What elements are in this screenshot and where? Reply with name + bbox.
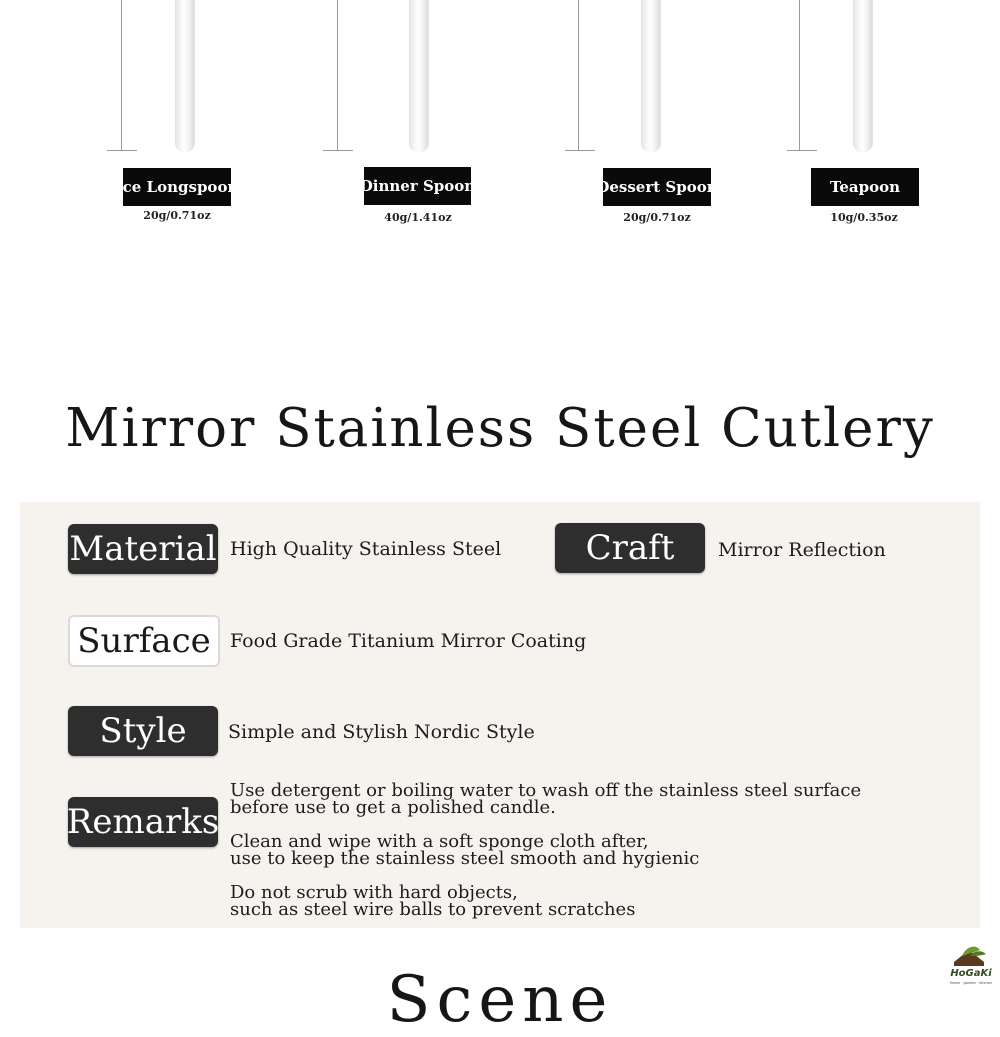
spoon-name-label: Dessert Spoon bbox=[603, 168, 711, 206]
section-heading-partial: Scene bbox=[386, 963, 614, 1037]
measure-ruler-base bbox=[107, 150, 137, 151]
measure-ruler-vertical bbox=[799, 0, 800, 150]
spoon-weight: 20g/0.71oz bbox=[623, 211, 691, 224]
craft-tag: Craft bbox=[555, 523, 705, 573]
spoon-handle-image bbox=[175, 0, 195, 152]
measure-ruler-vertical bbox=[578, 0, 579, 150]
spoon-name-label: Dinner Spoon bbox=[364, 167, 471, 205]
material-tag: Material bbox=[68, 524, 218, 574]
spec-panel bbox=[20, 502, 980, 928]
measure-ruler-vertical bbox=[337, 0, 338, 150]
measure-ruler-vertical bbox=[121, 0, 122, 150]
remarks-line: Clean and wipe with a soft sponge cloth after, bbox=[230, 831, 649, 852]
remarks-line: Do not scrub with hard objects, bbox=[230, 882, 518, 903]
remarks-tag: Remarks bbox=[68, 797, 218, 847]
material-value: High Quality Stainless Steel bbox=[230, 538, 502, 560]
page-title: Mirror Stainless Steel Cutlery bbox=[65, 398, 935, 459]
spoon-handle-image bbox=[853, 0, 873, 152]
spoon-name-label: Ice Longspoon bbox=[123, 168, 231, 206]
spoon-size-row bbox=[0, 0, 1000, 240]
measure-ruler-base bbox=[787, 150, 817, 151]
spoon-handle-image bbox=[409, 0, 429, 152]
measure-ruler-base bbox=[565, 150, 595, 151]
measure-ruler-base bbox=[323, 150, 353, 151]
remarks-line: before use to get a polished candle. bbox=[230, 797, 556, 818]
brand-tagline: Home · garden · kitchen bbox=[949, 981, 993, 985]
style-value: Simple and Stylish Nordic Style bbox=[228, 721, 535, 743]
remarks-line: such as steel wire balls to prevent scratches bbox=[230, 899, 636, 920]
remarks-text bbox=[230, 782, 861, 935]
surface-value: Food Grade Titanium Mirror Coating bbox=[230, 630, 587, 652]
spoon-weight: 40g/1.41oz bbox=[384, 211, 452, 224]
style-tag: Style bbox=[68, 706, 218, 756]
spoon-handle-image bbox=[641, 0, 661, 152]
spoon-weight: 10g/0.35oz bbox=[830, 211, 898, 224]
brand-name: HoGaKi bbox=[950, 968, 992, 979]
craft-value: Mirror Reflection bbox=[718, 539, 886, 561]
surface-tag: Surface bbox=[68, 615, 220, 667]
remarks-line: Use detergent or boiling water to wash off the stainless steel surface bbox=[230, 780, 862, 801]
remarks-line: use to keep the stainless steel smooth and hygienic bbox=[230, 848, 700, 869]
spoon-name-label: Teapoon bbox=[811, 168, 919, 206]
spoon-weight: 20g/0.71oz bbox=[143, 209, 211, 222]
